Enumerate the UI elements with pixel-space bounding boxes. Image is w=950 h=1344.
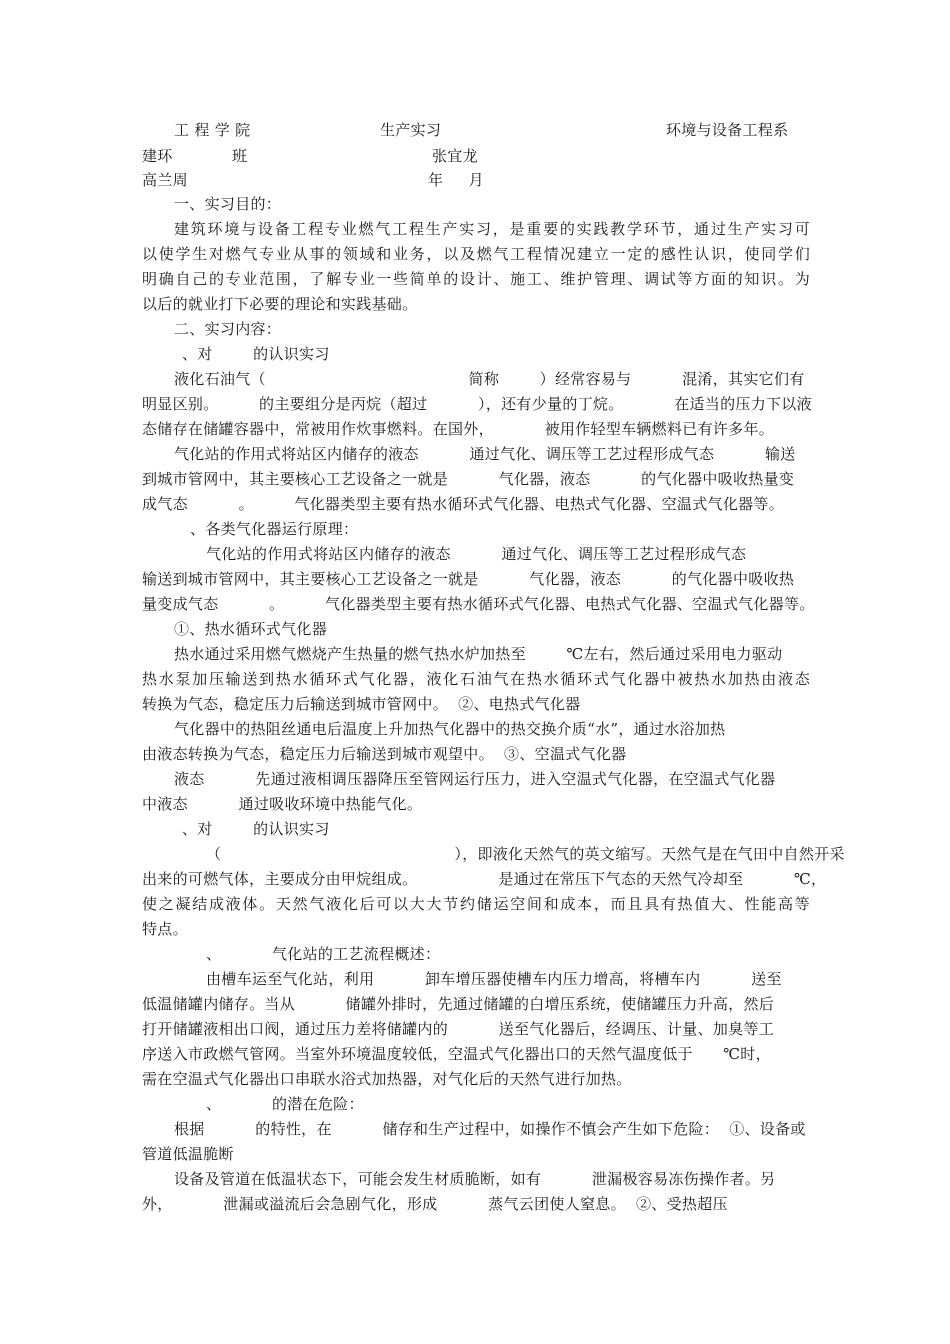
paragraph-line: 设备及管道在低温状态下，可能会发生材质脆断，如有 泄漏极容易冻伤操作者。另 bbox=[174, 1170, 776, 1188]
teacher-name: 高兰周 bbox=[142, 171, 188, 189]
paragraph-line: 输送到城市管网中，其主要核心工艺设备之一就是 气化器，液态 的气化器中吸收热 bbox=[142, 570, 795, 588]
subsection-heading: 、各类气化器运行原理： bbox=[190, 520, 359, 538]
paragraph-line: 根据 的特性，在 储存和生产过程中，如操作不慎会产生如下危险： ①、设备或 bbox=[174, 1120, 806, 1138]
subsection-heading: 、 的潜在危险： bbox=[206, 1095, 364, 1113]
paragraph-line: 量变成气态 。 气化器类型主要有热水循环式气化器、电热式气化器、空温式气化器等。 bbox=[142, 595, 815, 613]
college-name: 工 程 学 院 bbox=[174, 121, 251, 139]
subsection-heading: 、 气化站的工艺流程概述： bbox=[206, 945, 441, 963]
paragraph-line: 外， 泄漏或溢流后会急剧气化，形成 蒸气云团使人窒息。 ②、受热超压 bbox=[142, 1195, 728, 1213]
department-name: 环境与设备工程系 bbox=[666, 121, 789, 139]
paragraph-line: 由槽车运至气化站，利用 卸车增压器使槽车内压力增高，将槽车内 送至 bbox=[206, 970, 782, 988]
section-heading: 一、实习目的： bbox=[174, 195, 282, 213]
subsection-heading: 、对 的认识实习 bbox=[182, 820, 330, 838]
paragraph-line: 成气态 。 气化器类型主要有热水循环式气化器、电热式气化器、空温式气化器等。 bbox=[142, 495, 785, 513]
section-heading: 二、实习内容： bbox=[174, 320, 282, 338]
course-name: 生产实习 bbox=[380, 121, 442, 139]
class-prefix: 建环 bbox=[142, 147, 173, 165]
paragraph-line: 转换为气态，稳定压力后输送到城市管网中。 ②、电热式气化器 bbox=[142, 695, 581, 713]
report-date: 年 月 bbox=[428, 171, 484, 189]
class-suffix: 班 bbox=[232, 147, 248, 165]
paragraph-line: 中液态 通过吸收环境中热能气化。 bbox=[142, 795, 423, 813]
paragraph-line: 由液态转换为气态，稳定压力后输送到城市观望中。 ③、空温式气化器 bbox=[142, 745, 627, 763]
paragraph-line: 序送入市政燃气管网。当室外环境温度较低，空温式气化器出口的天然气温度低于 ℃时， bbox=[142, 1045, 771, 1063]
paragraph-line: 明确自己的专业范围，了解专业一些简单的设计、施工、维护管理、调试等方面的知识。为 bbox=[142, 270, 810, 288]
paragraph-line: 液态 先通过液相调压器降压至管网运行压力，进入空温式气化器，在空温式气化器 bbox=[174, 770, 776, 788]
paragraph-line: 热水通过采用燃气燃烧产生热量的燃气热水炉加热至 ℃左右，然后通过采用电力驱动 bbox=[174, 645, 783, 663]
paragraph-line: （ ），即液化天然气的英文缩写。天然气是在气田中自然开采 bbox=[206, 845, 845, 863]
paragraph-line: 低温储罐内储存。当从 储罐外排时，先通过储罐的白增压系统，使储罐压力升高，然后 bbox=[142, 995, 775, 1013]
paragraph-line: 特点。 bbox=[142, 920, 188, 938]
paragraph-line: 液化石油气（ 简称 ）经常容易与 混淆，其实它们有 bbox=[174, 370, 805, 388]
paragraph-line: 管道低温脆断 bbox=[142, 1145, 234, 1163]
paragraph-line: 打开储罐液相出口阀，通过压力差将储罐内的 送至气化器后，经调压、计量、加臭等工 bbox=[142, 1020, 775, 1038]
paragraph-line: 出来的可燃气体，主要成分由甲烷组成。 是通过在常压下气态的天然气冷却至 ℃， bbox=[142, 870, 827, 888]
student-name: 张宜龙 bbox=[432, 147, 478, 165]
subsection-heading: ①、热水循环式气化器 bbox=[174, 620, 328, 638]
paragraph-line: 建筑环境与设备工程专业燃气工程生产实习，是重要的实践教学环节，通过生产实习可 bbox=[174, 220, 810, 238]
paragraph-line: 明显区别。 的主要组分是丙烷（超过 ），还有少量的丁烷。 在适当的压力下以液 bbox=[142, 395, 812, 413]
paragraph-line: 以后的就业打下必要的理论和实践基础。 bbox=[142, 295, 418, 313]
paragraph-line: 到城市管网中，其主要核心工艺设备之一就是 气化器，液态 的气化器中吸收热量变 bbox=[142, 470, 795, 488]
paragraph-line: 需在空温式气化器出口串联水浴式加热器，对气化后的天然气进行加热。 bbox=[142, 1070, 632, 1088]
paragraph-line: 热水泵加压输送到热水循环式气化器，液化石油气在热水循环式气化器中被热水加热由液态 bbox=[142, 670, 810, 688]
paragraph-line: 使之凝结成液体。天然气液化后可以大大节约储运空间和成本，而且具有热值大、性能高等 bbox=[142, 895, 810, 913]
paragraph-line: 气化器中的热阻丝通电后温度上升加热气化器中的热交换介质“水”，通过水浴加热 bbox=[174, 720, 726, 738]
paragraph-line: 气化站的作用式将站区内储存的液态 通过气化、调压等工艺过程形成气态 输送 bbox=[174, 445, 796, 463]
paragraph-line: 气化站的作用式将站区内储存的液态 通过气化、调压等工艺过程形成气态 bbox=[206, 545, 747, 563]
paragraph-line: 以使学生对燃气专业从事的领域和业务，以及燃气工程情况建立一定的感性认识，使同学们 bbox=[142, 245, 810, 263]
paragraph-line: 态储存在储罐容器中，常被用作炊事燃料。在国外， 被用作轻型车辆燃料已有许多年。 bbox=[142, 420, 775, 438]
subsection-heading: 、对 的认识实习 bbox=[182, 345, 330, 363]
